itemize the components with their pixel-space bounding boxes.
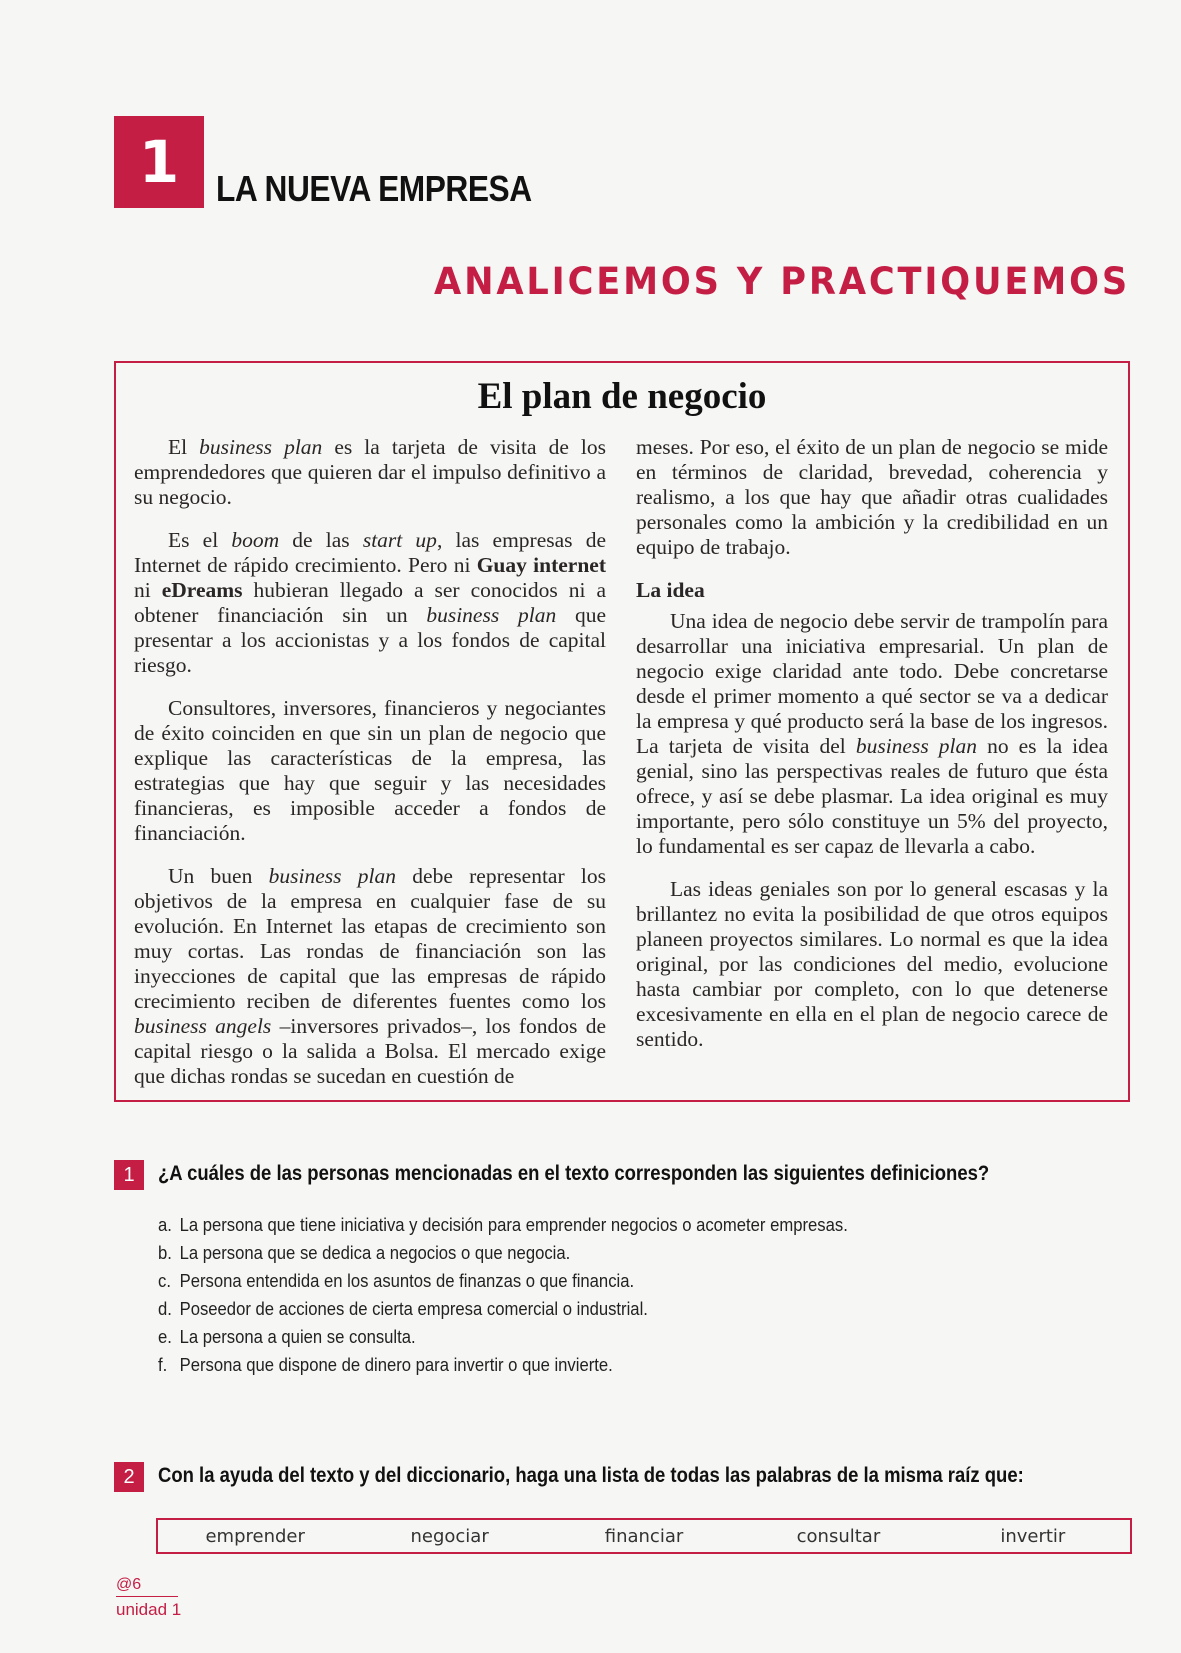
question-text: ¿A cuáles de las personas mencionadas en el texto corresponden las siguientes definiciones?: [158, 1162, 990, 1185]
page-number: @6: [116, 1576, 142, 1593]
unit-title: LA NUEVA EMPRESA: [216, 168, 532, 209]
question-number-badge: 1: [114, 1160, 144, 1190]
article-paragraph: Una idea de negocio debe servir de trampolín para desarrollar una iniciativa empresarial. Un plan de negocio exige claridad ante todo. Debe concretarse desde el primer momento a qué sector se va a dedicar la empresa y qué producto será la base de los ingresos. La tarjeta de visita del business plan no es la idea genial, sino las perspectivas reales de futuro que ésta ofrece, y así se debe plasmar. La idea original es muy importante, pero sólo constituye un 5% del proyecto, lo fundamental es ser capaz de llevarla a cabo.: [636, 609, 1108, 858]
article-subheading: La idea: [636, 578, 705, 602]
article-paragraph: Es el boom de las start up, las empresas de Internet de rápido crecimiento. Pero ni Guay internet ni eDreams hubieran llegado a ser conocidos ni a obtener financiación sin un business plan que presentar a los accionistas y a los fondos de capital riesgo.: [134, 528, 607, 677]
footer-divider: [116, 1596, 178, 1597]
article-box: [114, 361, 1130, 1102]
article-paragraph: Un buen business plan debe representar los objetivos de la empresa en cualquier fase de su evolución. En Internet las etapas de crecimiento son muy cortas. Las rondas de financiación son las inyecciones de capital que las empresas de rápido crecimiento reciben de diferentes fuentes como los business angels –inversores privados–, los fondos de capital riesgo o la salida a Bolsa. El mercado exige que dichas rondas se sucedan en cuestión de: [134, 864, 606, 1088]
question-number-badge: 2: [114, 1462, 144, 1492]
article-column-right: [636, 435, 1108, 1070]
root-word: financiar: [604, 1525, 684, 1547]
article-title: El plan de negocio: [477, 376, 767, 417]
root-word: consultar: [796, 1525, 881, 1547]
definitions-list: [158, 1214, 924, 1382]
root-word: invertir: [1000, 1525, 1066, 1547]
footer-unit-label: unidad 1: [116, 1600, 182, 1619]
list-item: c. Persona entendida en los asuntos de finanzas o que financia.: [158, 1270, 635, 1291]
root-word: emprender: [205, 1525, 305, 1547]
article-column-left: [134, 435, 606, 1107]
question-text: Con la ayuda del texto y del diccionario, haga una lista de todas las palabras de la misma raíz que:: [158, 1464, 1024, 1487]
list-item: f. Persona que dispone de dinero para invertir o que invierte.: [158, 1354, 613, 1375]
section-banner: ANALICEMOS Y PRACTIQUEMOS: [434, 260, 1130, 303]
article-paragraph: El business plan es la tarjeta de visita de los emprendedores que quieren dar el impulso definitivo a su negocio.: [134, 435, 607, 509]
article-paragraph: Las ideas geniales son por lo general escasas y la brillantez no evita la posibilidad de que otros equipos planeen proyectos similares. Lo normal es que la idea original, por las condiciones del medio, evolucione hasta cambiar por completo, con lo que detenerse excesivamente en ella en el plan de negocio carece de sentido.: [636, 877, 1108, 1051]
article-paragraph: meses. Por eso, el éxito de un plan de negocio se mide en términos de claridad, brevedad, coherencia y realismo, a los que hay que añadir otras cualidades personales como la ambición y la credibilidad en un equipo de trabajo.: [636, 435, 1108, 559]
root-word: negociar: [410, 1525, 489, 1547]
list-item: b. La persona que se dedica a negocios o que negocia.: [158, 1242, 571, 1263]
root-words-box: [156, 1518, 1132, 1554]
list-item: a. La persona que tiene iniciativa y decisión para emprender negocios o acometer empresas.: [158, 1214, 848, 1235]
unit-number-badge: 1: [114, 116, 204, 208]
list-item: e. La persona a quien se consulta.: [158, 1326, 416, 1347]
list-item: d. Poseedor de acciones de cierta empresa comercial o industrial.: [158, 1298, 648, 1319]
article-paragraph: Consultores, inversores, financieros y negociantes de éxito coinciden en que sin un plan de negocio que explique las características de la empresa, las estrategias que hay que seguir y las necesidades financieras, es imposible acceder a fondos de financiación.: [134, 696, 606, 845]
